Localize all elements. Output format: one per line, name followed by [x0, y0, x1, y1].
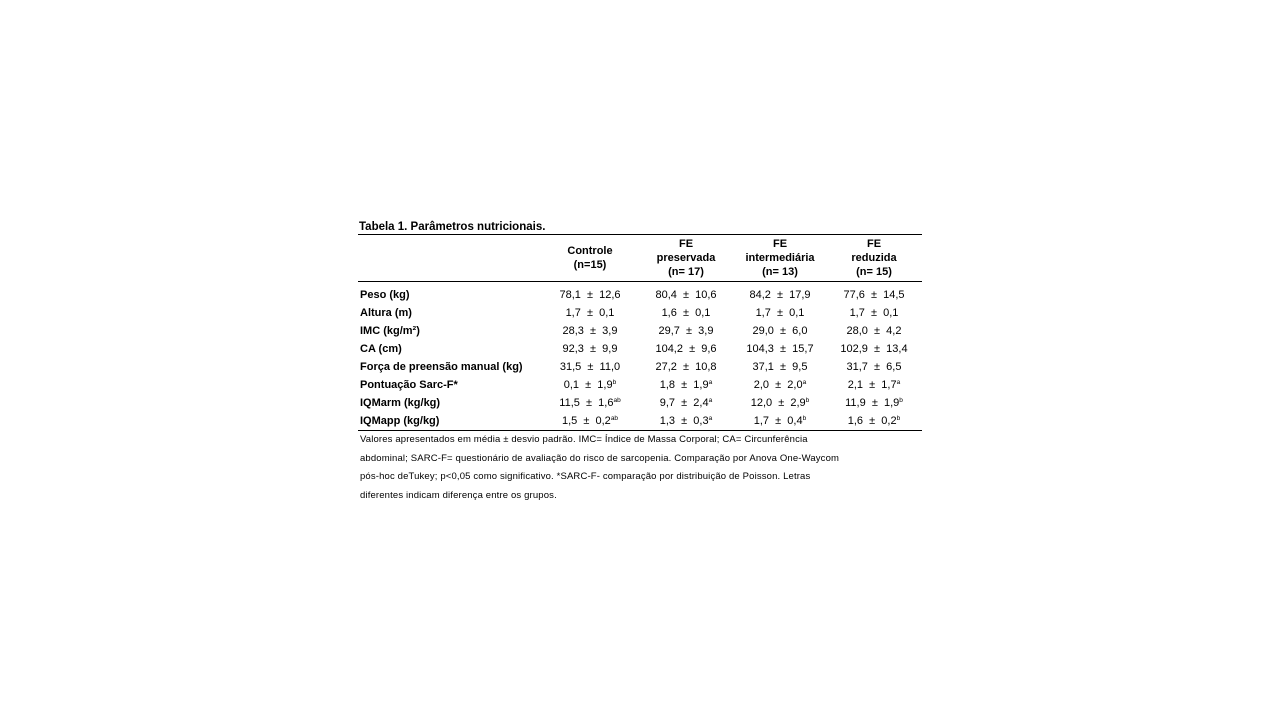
mean-sd-value: 2,1 ± 1,7	[847, 379, 897, 391]
mean-sd-value: 29,7 ± 3,9	[658, 325, 714, 337]
column-header-line: (n= 15)	[856, 266, 892, 278]
mean-sd-value: 104,3 ± 15,7	[746, 343, 814, 355]
value-cell	[638, 282, 734, 305]
mean-sd-value: 37,1 ± 9,5	[752, 361, 808, 373]
value-cell	[542, 376, 638, 394]
value-cell	[826, 394, 922, 412]
value-cell	[734, 282, 826, 305]
table-row	[358, 358, 922, 376]
value-cell	[542, 412, 638, 431]
value-cell	[826, 412, 922, 431]
value-cell	[826, 376, 922, 394]
column-header-line: intermediária	[745, 252, 815, 264]
value-cell	[826, 340, 922, 358]
footnote-line: diferentes indicam diferença entre os grupos.	[360, 489, 557, 501]
value-cell	[638, 376, 734, 394]
mean-sd-value: 29,0 ± 6,0	[752, 325, 808, 337]
column-header-line: FE	[866, 238, 882, 250]
header-label-cell	[358, 235, 542, 282]
table-header-row	[358, 235, 922, 282]
mean-sd-value: 104,2 ± 9,6	[655, 343, 717, 355]
mean-sd-value: 31,7 ± 6,5	[846, 361, 902, 373]
value-cell	[542, 394, 638, 412]
significance-letter: b	[805, 397, 810, 404]
column-header-line: FE	[678, 238, 694, 250]
mean-sd-value: 11,5 ± 1,6	[559, 397, 614, 409]
mean-sd-value: 1,3 ± 0,3	[659, 415, 709, 427]
mean-sd-value: 12,0 ± 2,9	[750, 397, 806, 409]
mean-sd-value: 102,9 ± 13,4	[840, 343, 908, 355]
value-cell	[826, 282, 922, 305]
significance-letter: a	[896, 379, 901, 386]
mean-sd-value: 1,6 ± 0,1	[661, 307, 711, 319]
table-figure	[358, 220, 922, 505]
value-cell	[638, 394, 734, 412]
table-row	[358, 376, 922, 394]
table-row	[358, 304, 922, 322]
value-cell	[638, 304, 734, 322]
significance-letter: a	[708, 379, 713, 386]
mean-sd-value: 92,3 ± 9,9	[562, 343, 618, 355]
value-cell	[734, 322, 826, 340]
column-header	[826, 235, 922, 282]
value-cell	[826, 322, 922, 340]
value-cell	[826, 304, 922, 322]
column-header-line: FE	[772, 238, 788, 250]
mean-sd-value: 1,6 ± 0,2	[847, 415, 897, 427]
table-footnote	[358, 431, 920, 505]
column-header-line: (n= 13)	[762, 266, 798, 278]
table-caption: Tabela 1. Parâmetros nutricionais.	[359, 221, 546, 233]
value-cell	[734, 412, 826, 431]
column-header-line: reduzida	[851, 252, 897, 264]
row-label: CA (cm)	[360, 343, 402, 355]
value-cell	[734, 394, 826, 412]
row-label: IQMarm (kg/kg)	[360, 397, 441, 409]
row-label: Pontuação Sarc-F*	[360, 379, 458, 391]
value-cell	[542, 358, 638, 376]
column-header-line: (n=15)	[573, 259, 607, 271]
mean-sd-value: 78,1 ± 12,6	[559, 289, 621, 301]
significance-letter: b	[612, 379, 617, 386]
significance-letter: b	[896, 415, 901, 422]
mean-sd-value: 9,7 ± 2,4	[659, 397, 709, 409]
table-row	[358, 322, 922, 340]
value-cell	[826, 358, 922, 376]
mean-sd-value: 1,7 ± 0,1	[849, 307, 899, 319]
table-row	[358, 340, 922, 358]
mean-sd-value: 2,0 ± 2,0	[753, 379, 803, 391]
column-header	[638, 235, 734, 282]
footnote-line: pós-hoc deTukey; p<0,05 como significativo. *SARC-F- comparação por distribuição de Poisson. Letras	[360, 471, 811, 482]
value-cell	[638, 358, 734, 376]
table-row	[358, 412, 922, 431]
value-cell	[542, 340, 638, 358]
value-cell	[734, 358, 826, 376]
significance-letter: ab	[613, 397, 621, 404]
value-cell	[734, 340, 826, 358]
mean-sd-value: 28,3 ± 3,9	[562, 325, 618, 337]
value-cell	[734, 376, 826, 394]
significance-letter: a	[802, 379, 807, 386]
value-cell	[734, 304, 826, 322]
mean-sd-value: 0,1 ± 1,9	[563, 379, 613, 391]
row-label: Força de preensão manual (kg)	[360, 361, 523, 373]
column-header-line: preservada	[656, 252, 716, 264]
significance-letter: a	[708, 415, 713, 422]
value-cell	[542, 304, 638, 322]
mean-sd-value: 31,5 ± 11,0	[559, 361, 621, 373]
table-row	[358, 394, 922, 412]
mean-sd-value: 1,5 ± 0,2	[561, 415, 611, 427]
value-cell	[638, 340, 734, 358]
mean-sd-value: 1,8 ± 1,9	[659, 379, 709, 391]
significance-letter: a	[708, 397, 713, 404]
nutritional-parameters-table	[358, 234, 922, 431]
significance-letter: b	[802, 415, 807, 422]
row-label: IQMapp (kg/kg)	[360, 415, 440, 427]
value-cell	[542, 282, 638, 305]
footnote-line: Valores apresentados em média ± desvio padrão. IMC= Índice de Massa Corporal; CA= Circunferência	[360, 434, 808, 445]
footnote-line: abdominal; SARC-F= questionário de avaliação do risco de sarcopenia. Comparação por Anova One-Waycom	[360, 452, 840, 464]
mean-sd-value: 1,7 ± 0,1	[755, 307, 805, 319]
row-label: Altura (m)	[360, 307, 412, 319]
column-header-line: (n= 17)	[668, 266, 704, 278]
row-label: IMC (kg/m²)	[360, 325, 420, 337]
mean-sd-value: 11,9 ± 1,9	[845, 397, 900, 409]
value-cell	[638, 322, 734, 340]
mean-sd-value: 77,6 ± 14,5	[843, 289, 905, 301]
significance-letter: ab	[610, 415, 619, 422]
mean-sd-value: 84,2 ± 17,9	[749, 289, 811, 301]
column-header	[734, 235, 826, 282]
mean-sd-value: 27,2 ± 10,8	[655, 361, 717, 373]
mean-sd-value: 1,7 ± 0,4	[753, 415, 803, 427]
mean-sd-value: 1,7 ± 0,1	[565, 307, 615, 319]
column-header	[542, 235, 638, 282]
table-row	[358, 282, 922, 305]
mean-sd-value: 80,4 ± 10,6	[655, 289, 717, 301]
mean-sd-value: 28,0 ± 4,2	[846, 325, 902, 337]
significance-letter: b	[899, 397, 903, 404]
value-cell	[638, 412, 734, 431]
table-body	[358, 282, 922, 431]
column-header-line: Controle	[567, 245, 613, 257]
row-label: Peso (kg)	[360, 289, 410, 301]
value-cell	[542, 322, 638, 340]
